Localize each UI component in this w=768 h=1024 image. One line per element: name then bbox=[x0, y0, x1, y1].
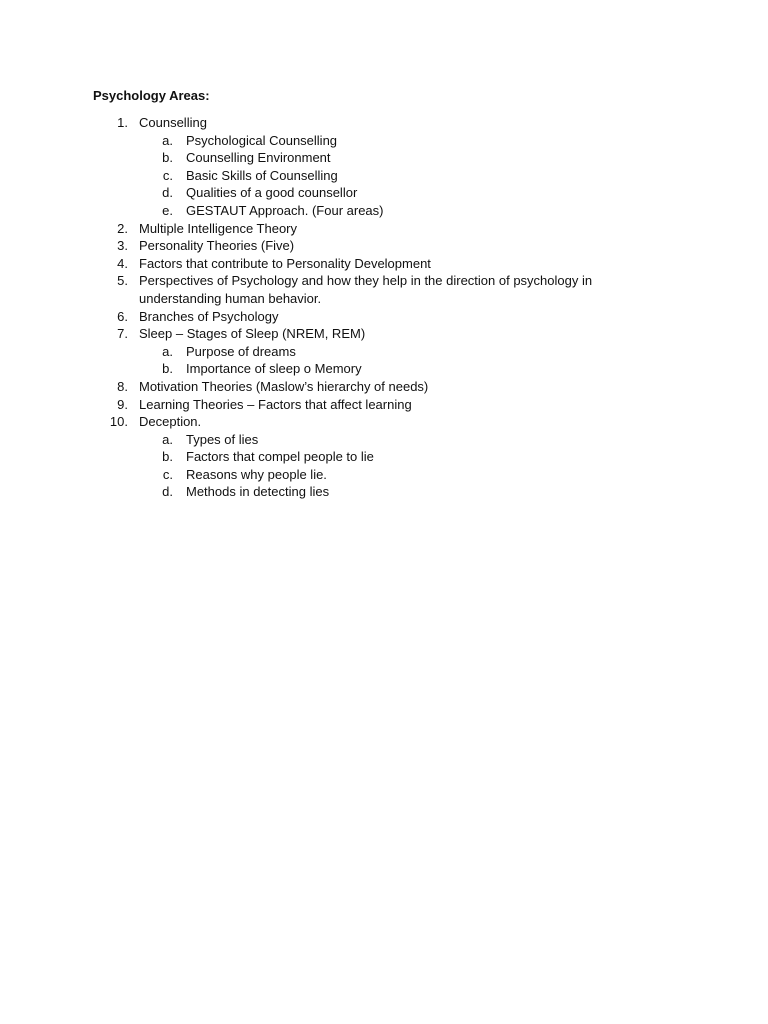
list-item bbox=[0, 396, 768, 414]
list-item bbox=[0, 378, 768, 396]
sub-list-item bbox=[0, 431, 768, 449]
list-item-text bbox=[139, 272, 609, 307]
sub-list-item bbox=[0, 132, 768, 150]
list-number: 2. bbox=[117, 220, 128, 236]
list-item-text-line-1: Perspectives of Psychology and how they help in the direction of psychology in bbox=[139, 273, 593, 289]
sub-list-item-text: Psychological Counselling bbox=[186, 132, 338, 148]
sub-list-letter: d. bbox=[162, 484, 173, 500]
sub-list-letter: b. bbox=[162, 449, 173, 465]
sub-list-item bbox=[0, 448, 768, 466]
list-number: 4. bbox=[117, 255, 128, 271]
sub-list-item-text: Factors that compel people to lie bbox=[186, 449, 374, 465]
sub-list-letter: a. bbox=[162, 132, 173, 148]
list-item bbox=[0, 325, 768, 343]
topic-list bbox=[0, 114, 768, 501]
list-item bbox=[0, 220, 768, 238]
list-item-text: Deception. bbox=[139, 414, 202, 430]
list-item-text: Learning Theories – Factors that affect learning bbox=[139, 396, 412, 412]
list-item-text: Motivation Theories (Maslow’s hierarchy of needs) bbox=[139, 378, 429, 394]
sub-list-item-text: GESTAUT Approach. (Four areas) bbox=[186, 202, 384, 218]
list-item bbox=[0, 114, 768, 132]
sub-list-item bbox=[0, 202, 768, 220]
sub-list-item-text: Counselling Environment bbox=[186, 150, 331, 166]
sub-list-item-text: Types of lies bbox=[186, 431, 259, 447]
sub-list-item-text: Basic Skills of Counselling bbox=[186, 167, 338, 183]
sub-list-item-text: Reasons why people lie. bbox=[186, 466, 327, 482]
list-item-text: Multiple Intelligence Theory bbox=[139, 220, 298, 236]
list-number: 5. bbox=[117, 273, 128, 289]
sub-list-item bbox=[0, 343, 768, 361]
document-heading: Psychology Areas: bbox=[93, 88, 210, 103]
list-item bbox=[0, 413, 768, 431]
sub-list-item-text: Importance of sleep o Memory bbox=[186, 361, 362, 377]
list-item bbox=[0, 255, 768, 273]
list-item-text: Factors that contribute to Personality Development bbox=[139, 255, 431, 271]
sub-list-item bbox=[0, 167, 768, 185]
sub-list-letter: b. bbox=[162, 361, 173, 377]
list-number: 10. bbox=[109, 414, 128, 430]
sub-list-letter: c. bbox=[162, 167, 173, 183]
list-number: 7. bbox=[117, 326, 128, 342]
list-item bbox=[0, 308, 768, 326]
list-item-text: Counselling bbox=[139, 115, 207, 130]
list-number: 6. bbox=[117, 308, 128, 324]
list-number: 8. bbox=[117, 378, 128, 394]
sub-list-letter: e. bbox=[162, 202, 173, 218]
list-item bbox=[0, 272, 768, 307]
list-number: 1. bbox=[117, 115, 128, 130]
sub-list-item bbox=[0, 466, 768, 484]
sub-list-item bbox=[0, 360, 768, 378]
list-item-text-line-2: understanding human behavior. bbox=[139, 290, 322, 306]
sub-list-letter: c. bbox=[162, 466, 173, 482]
sub-list-item bbox=[0, 483, 768, 501]
sub-list-letter: b. bbox=[162, 150, 173, 166]
sub-list-item bbox=[0, 184, 768, 202]
sub-list-item-text: Purpose of dreams bbox=[186, 343, 296, 359]
list-item-text: Branches of Psychology bbox=[139, 308, 279, 324]
list-number: 3. bbox=[117, 238, 128, 254]
list-item bbox=[0, 237, 768, 255]
list-item-text: Sleep – Stages of Sleep (NREM, REM) bbox=[139, 326, 366, 342]
sub-list-item-text: Qualities of a good counsellor bbox=[186, 185, 358, 201]
sub-list-item-text: Methods in detecting lies bbox=[186, 484, 330, 500]
list-item-text: Personality Theories (Five) bbox=[139, 238, 295, 254]
sub-list-letter: a. bbox=[162, 343, 173, 359]
list-number: 9. bbox=[117, 396, 128, 412]
sub-list-letter: a. bbox=[162, 431, 173, 447]
sub-list-letter: d. bbox=[162, 185, 173, 201]
sub-list-item bbox=[0, 149, 768, 167]
